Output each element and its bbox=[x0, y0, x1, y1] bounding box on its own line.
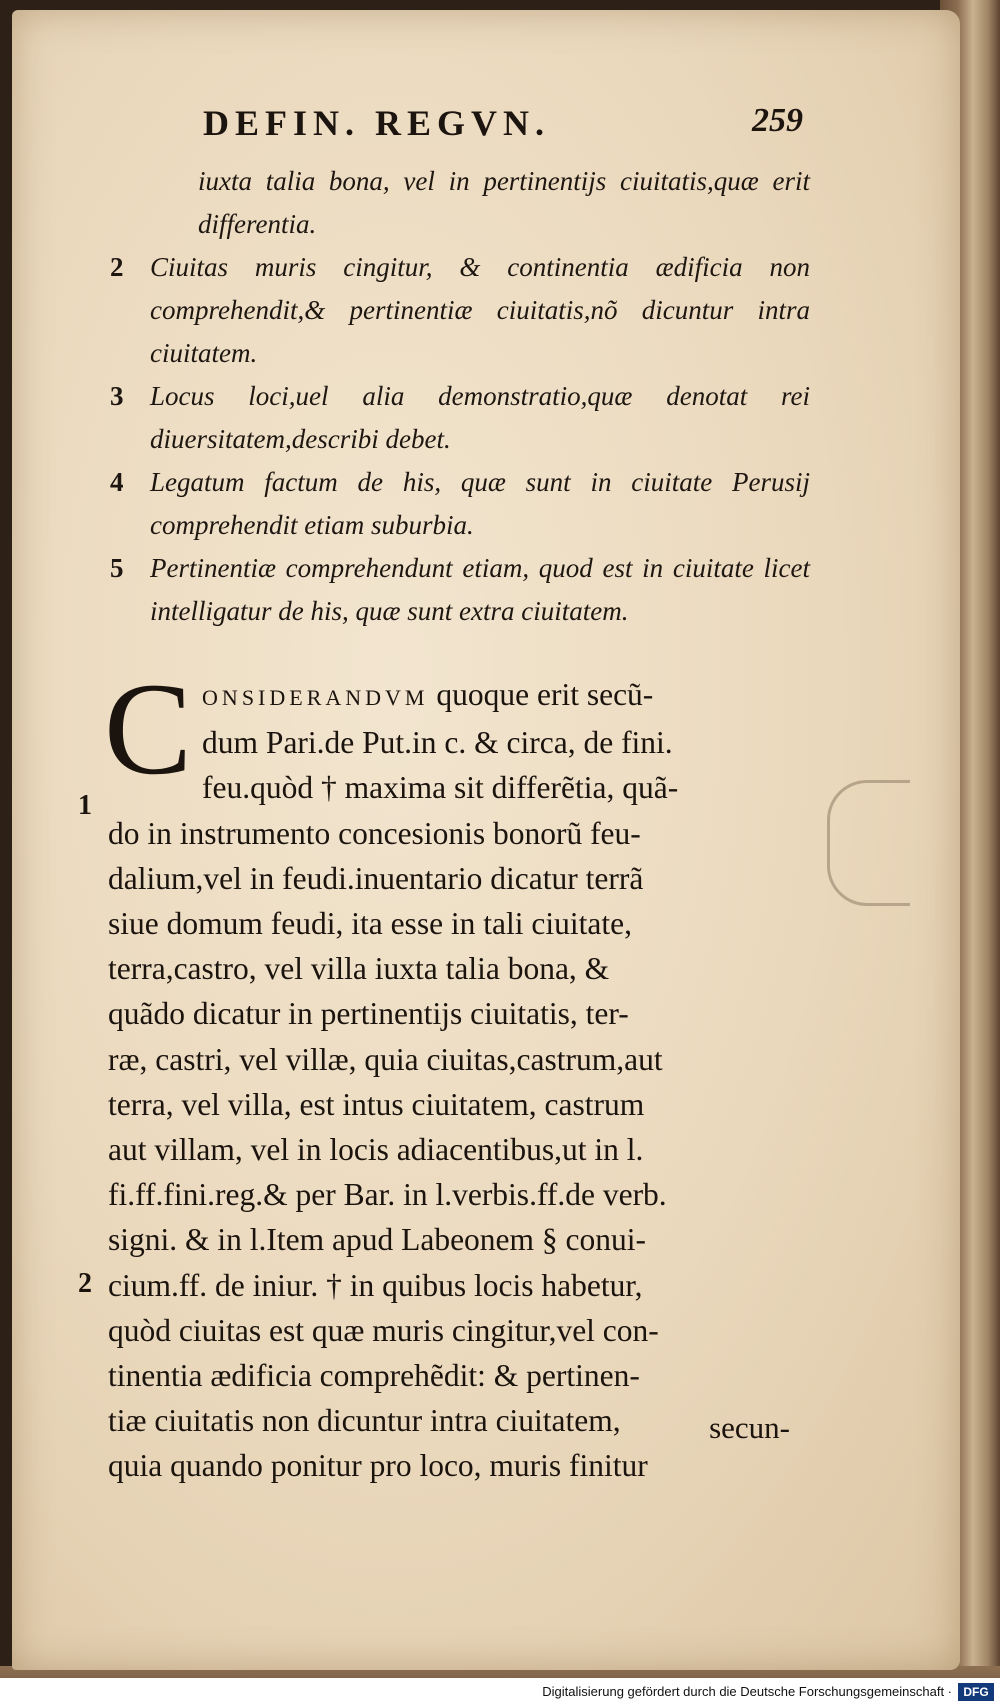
summary-number: 3 bbox=[110, 381, 124, 411]
paper-clip-mark bbox=[827, 780, 910, 906]
text-line: tinentia ædificia comprehẽdit: & pertinen- bbox=[108, 1358, 640, 1394]
summary-item bbox=[110, 160, 810, 246]
summary-text: iuxta talia bona, vel in pertinentijs ciuitatis,quæ erit differentia. bbox=[198, 166, 810, 239]
text-line: quãdo dicatur in pertinentijs ciuitatis, ter- bbox=[108, 996, 629, 1032]
text-line: signi. & in l.Item apud Labeonem § conui- bbox=[108, 1222, 647, 1258]
digitization-footer bbox=[0, 1678, 1000, 1706]
text-line: tiæ ciuitatis non dicuntur intra ciuitatem, bbox=[108, 1403, 621, 1439]
page-header bbox=[203, 102, 803, 152]
text-line: do in instrumento concesionis bonorũ feu- bbox=[108, 815, 641, 851]
text-line: quia quando ponitur pro loco, muris finitur bbox=[108, 1448, 648, 1484]
summary-list bbox=[110, 160, 810, 633]
summary-item bbox=[110, 461, 810, 547]
text-line: feu.quòd † maxima sit differẽtia, quã- bbox=[202, 770, 679, 806]
margin-note-1: 1 bbox=[78, 790, 92, 821]
page-number: 259 bbox=[752, 102, 803, 139]
text-line: fi.ff.fini.reg.& per Bar. in l.verbis.ff.de verb. bbox=[108, 1177, 667, 1213]
text-line: cium.ff. de iniur. † in quibus locis habetur, bbox=[108, 1267, 643, 1303]
text-line: aut villam, vel in locis adiacentibus,ut in l. bbox=[108, 1132, 644, 1168]
text-line: siue domum feudi, ita esse in tali ciuitate, bbox=[108, 906, 632, 942]
summary-number: 2 bbox=[110, 252, 124, 282]
dfg-logo: DFG bbox=[958, 1683, 994, 1701]
text-line: dalium,vel in feudi.inuentario dicatur terrã bbox=[108, 860, 644, 896]
summary-item bbox=[110, 547, 810, 633]
summary-text: Legatum factum de his, quæ sunt in ciuitate Perusij comprehendit etiam suburbia. bbox=[150, 467, 810, 540]
text-line: terra, vel villa, est intus ciuitatem, castrum bbox=[108, 1086, 645, 1122]
main-text bbox=[104, 655, 798, 1489]
summary-item bbox=[110, 375, 810, 461]
summary-item bbox=[110, 246, 810, 375]
summary-text: Pertinentiæ comprehendunt etiam, quod est in ciuitate licet intelligatur de his, quæ sunt extra ciuitatem. bbox=[150, 553, 810, 626]
text-line: ræ, castri, vel villæ, quia ciuitas,castrum,aut bbox=[108, 1041, 663, 1077]
text-line: ONSIDERANDVM quoque erit secũ- bbox=[202, 677, 654, 712]
text-line: quòd ciuitas est quæ muris cingitur,vel con- bbox=[108, 1312, 659, 1348]
summary-text: Locus loci,uel alia demonstratio,quæ denotat rei diuersitatem,describi debet. bbox=[150, 381, 810, 454]
summary-text: Ciuitas muris cingitur, & continentia ædificia non comprehendit,& pertinentiæ ciuitatis,nõ dicuntur intra ciuitatem. bbox=[150, 252, 810, 368]
opening-word: ONSIDERANDVM bbox=[202, 685, 429, 710]
running-head: DEFIN. REGVN. bbox=[203, 103, 551, 143]
text-line: dum Pari.de Put.in c. & circa, de fini. bbox=[202, 725, 673, 761]
catchword: secun- bbox=[709, 1410, 790, 1445]
text-line: terra,castro, vel villa iuxta talia bona, & bbox=[108, 951, 610, 987]
margin-note-2: 2 bbox=[78, 1268, 92, 1299]
drop-capital: C bbox=[104, 655, 193, 802]
summary-number: 4 bbox=[110, 467, 124, 497]
footer-credit: Digitalisierung gefördert durch die Deutsche Forschungsgemeinschaft · bbox=[542, 1684, 952, 1699]
summary-number: 5 bbox=[110, 553, 124, 583]
